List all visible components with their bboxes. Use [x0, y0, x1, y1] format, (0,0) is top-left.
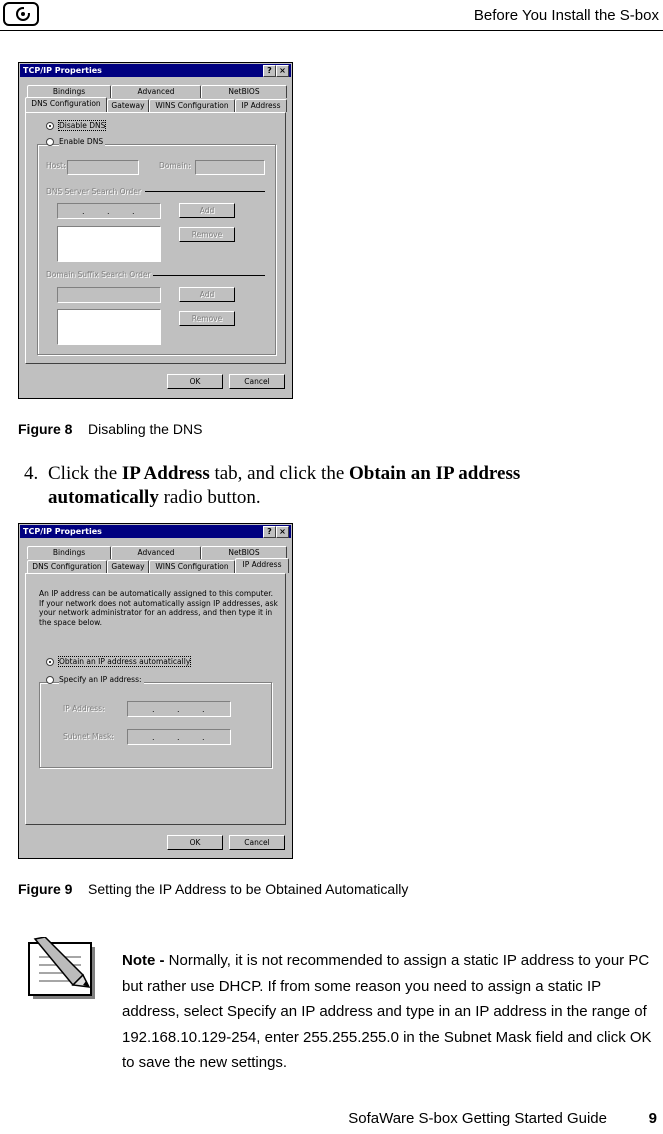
note-label: Note -	[122, 952, 165, 969]
tab-netbios[interactable]: NetBIOS	[201, 546, 287, 559]
domain-suffix-label: Domain Suffix Search Order	[46, 270, 151, 279]
figure-8-caption	[18, 421, 202, 437]
note-paragraph	[122, 948, 652, 1076]
enable-dns-radio[interactable]	[46, 138, 54, 146]
dns-server-list[interactable]	[57, 226, 161, 262]
tab-dns-configuration[interactable]: DNS Configuration	[27, 560, 107, 573]
remove-dns-button[interactable]: Remove	[179, 227, 235, 242]
specify-ip-group-box	[39, 682, 272, 768]
step-text: Click the IP Address tab, and click the Obtain an IP address automatically radio button.	[48, 463, 521, 508]
info-text: An IP address can be automatically assigned to this computer. If your network does not automatically assign IP addresses, ask your network administrator for an address, and then type it in the space below.	[39, 589, 278, 627]
tab-wins-configuration[interactable]: WINS Configuration	[149, 560, 235, 573]
tab-wins-configuration[interactable]: WINS Configuration	[149, 99, 235, 112]
domain-input[interactable]	[195, 160, 265, 175]
host-input[interactable]	[67, 160, 139, 175]
cancel-button[interactable]: Cancel	[229, 374, 285, 389]
tab-bindings[interactable]: Bindings	[27, 85, 111, 98]
obtain-ip-radio[interactable]	[46, 658, 54, 666]
header-title: Before You Install the S-box	[473, 7, 659, 24]
disable-dns-radio[interactable]	[46, 122, 54, 130]
page-number: 9	[648, 1110, 657, 1127]
subnet-mask-label: Subnet Mask:	[63, 732, 114, 741]
host-label: Host:	[46, 161, 66, 170]
add-suffix-button[interactable]: Add	[179, 287, 235, 302]
help-button[interactable]: ?	[263, 65, 276, 77]
divider	[153, 275, 265, 276]
dialog-titlebar	[20, 525, 291, 538]
figure-number: Figure 9	[18, 881, 73, 897]
obtain-ip-label[interactable]: Obtain an IP address automatically	[59, 657, 191, 666]
step-number: 4.	[24, 463, 39, 484]
tab-ip-address[interactable]: IP Address	[235, 558, 289, 573]
figure-9-caption	[18, 881, 408, 897]
dialog-title: TCP/IP Properties	[23, 527, 102, 536]
tab-bindings[interactable]: Bindings	[27, 546, 111, 559]
divider	[145, 191, 265, 192]
tab-advanced[interactable]: Advanced	[111, 85, 201, 98]
help-button[interactable]: ?	[263, 526, 276, 538]
tcpip-properties-dialog-dns	[18, 62, 293, 399]
dialog-title: TCP/IP Properties	[23, 66, 102, 75]
close-button[interactable]: ×	[276, 65, 289, 77]
remove-suffix-button[interactable]: Remove	[179, 311, 235, 326]
ip-address-input[interactable]: . . .	[127, 701, 231, 717]
domain-label: Domain:	[159, 161, 191, 170]
dns-search-order-label: DNS Server Search Order	[46, 187, 141, 196]
close-button[interactable]: ×	[276, 526, 289, 538]
figure-number: Figure 8	[18, 421, 73, 437]
dialog-titlebar	[20, 64, 291, 77]
specify-ip-radio[interactable]	[46, 676, 54, 684]
specify-ip-label[interactable]: Specify an IP address:	[59, 675, 142, 684]
ok-button[interactable]: OK	[167, 374, 223, 389]
tab-ip-address[interactable]: IP Address	[235, 99, 287, 112]
dns-server-ip-input[interactable]: . . .	[57, 203, 161, 219]
tab-gateway[interactable]: Gateway	[107, 99, 149, 112]
tab-dns-configuration[interactable]: DNS Configuration	[25, 97, 107, 112]
ip-address-label: IP Address:	[63, 704, 105, 713]
tab-netbios[interactable]: NetBIOS	[201, 85, 287, 98]
figure-title: Setting the IP Address to be Obtained Automatically	[88, 881, 409, 897]
note-pencil-icon	[27, 937, 99, 1002]
page-header	[0, 0, 663, 31]
subnet-mask-input[interactable]: . . .	[127, 729, 231, 745]
domain-suffix-list[interactable]	[57, 309, 161, 345]
figure-title: Disabling the DNS	[88, 421, 203, 437]
disable-dns-label[interactable]: Disable DNS	[59, 121, 106, 130]
add-dns-button[interactable]: Add	[179, 203, 235, 218]
tab-advanced[interactable]: Advanced	[111, 546, 201, 559]
sofaware-logo-icon	[3, 2, 39, 26]
domain-suffix-input[interactable]	[57, 287, 161, 303]
ok-button[interactable]: OK	[167, 835, 223, 850]
footer-guide-title: SofaWare S-box Getting Started Guide	[348, 1110, 607, 1127]
tab-gateway[interactable]: Gateway	[107, 560, 149, 573]
note-text: Normally, it is not recommended to assign a static IP address to your PC but rather use DHCP. If from some reason you need to assign a static IP address, select Specify an IP address and type in an IP address in the range of 192.168.10.129-254, enter 255.255.255.0 in the Subnet Mask field and click OK to save the new settings.	[122, 952, 652, 1071]
tcpip-properties-dialog-ip	[18, 523, 293, 859]
cancel-button[interactable]: Cancel	[229, 835, 285, 850]
enable-dns-label[interactable]: Enable DNS	[59, 137, 104, 146]
